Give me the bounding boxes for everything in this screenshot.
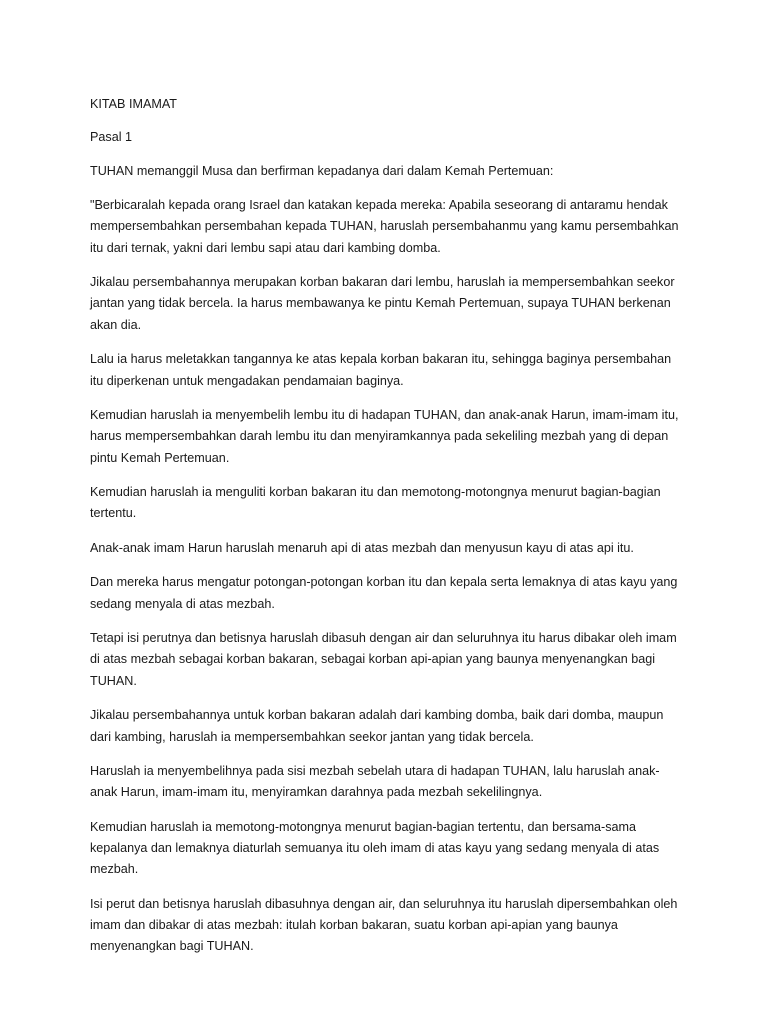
paragraph-2: "Berbicaralah kepada orang Israel dan katakan kepada mereka: Apabila seseorang di antaramu hendak mempersembahkan persembahan kepada TUHAN, haruslah persembahanmu yang kamu persembahkan itu dari ternak, yakni dari lembu sapi atau dari kambing domba.	[90, 198, 679, 255]
paragraph-7: Anak-anak imam Harun haruslah menaruh api di atas mezbah dan menyusun kayu di atas api itu.	[90, 540, 634, 555]
paragraph-9: Tetapi isi perutnya dan betisnya haruslah dibasuh dengan air dan seluruhnya itu harus dibakar oleh imam di atas mezbah sebagai korban bakaran, sebagai korban api-apian yang baunya menyenangkan bagi TUHAN.	[90, 631, 677, 688]
paragraph-11: Haruslah ia menyembelihnya pada sisi mezbah sebelah utara di hadapan TUHAN, lalu haruslah anak-anak Harun, imam-imam itu, menyiramkan darahnya pada mezbah sekelilingnya.	[90, 764, 660, 800]
document-title: KITAB IMAMAT	[90, 97, 177, 111]
paragraph-5: Kemudian haruslah ia menyembelih lembu itu di hadapan TUHAN, dan anak-anak Harun, imam-imam itu, harus mempersembahkan darah lembu itu dan menyiramkannya pada sekeliling mezbah yang di depan pintu Kemah Pertemuan.	[90, 408, 679, 465]
paragraph-12: Kemudian haruslah ia memotong-motongnya menurut bagian-bagian tertentu, dan bersama-sama kepalanya dan lemaknya diaturlah semuanya itu oleh imam di atas kayu yang sedang menyala di atas mezbah.	[90, 819, 660, 877]
paragraph-6: Kemudian haruslah ia menguliti korban bakaran itu dan memotong-motongnya menurut bagian-bagian tertentu.	[90, 485, 661, 521]
paragraph-10: Jikalau persembahannya untuk korban bakaran adalah dari kambing domba, baik dari domba, maupun dari kambing, haruslah ia mempersembahkan seekor jantan yang tidak bercela.	[90, 708, 664, 744]
chapter-heading: Pasal 1	[90, 130, 133, 145]
paragraph-3: Jikalau persembahannya merupakan korban bakaran dari lembu, haruslah ia mempersembahkan seekor jantan yang tidak bercela. Ia harus membawanya ke pintu Kemah Pertemuan, supaya TUHAN berkenan akan dia.	[90, 275, 675, 332]
paragraph-1: TUHAN memanggil Musa dan berfirman kepadanya dari dalam Kemah Pertemuan:	[90, 163, 554, 178]
document-body	[90, 94, 682, 971]
paragraph-13: Isi perut dan betisnya haruslah dibasuhnya dengan air, dan seluruhnya itu haruslah dipersembahkan oleh imam dan dibakar di atas mezbah: itulah korban bakaran, suatu korban api-apian yang baunya menyenangkan bagi TUHAN.	[90, 896, 678, 954]
paragraph-8: Dan mereka harus mengatur potongan-potongan korban itu dan kepala serta lemaknya di atas kayu yang sedang menyala di atas mezbah.	[90, 575, 678, 611]
paragraph-4: Lalu ia harus meletakkan tangannya ke atas kepala korban bakaran itu, sehingga baginya persembahan itu diperkenan untuk mengadakan pendamaian baginya.	[90, 352, 672, 388]
